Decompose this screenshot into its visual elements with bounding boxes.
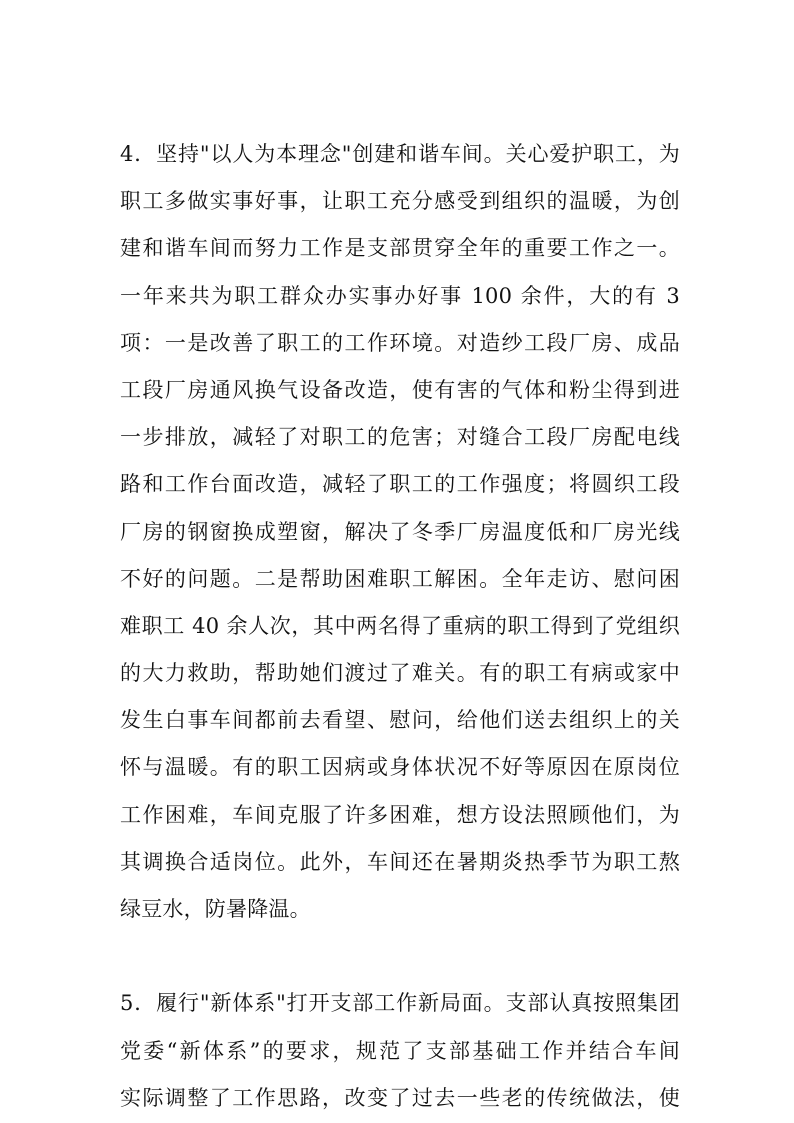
text-line: 5．履行"新体系"打开支部工作新局面。支部认真按照集团 — [120, 991, 680, 1016]
paragraph-spacer — [120, 933, 680, 980]
text-line: 不好的问题。二是帮助困难职工解困。全年走访、慰问困 — [120, 566, 680, 591]
text-line: 厂房的钢窗换成塑窗，解决了冬季厂房温度低和厂房光线 — [120, 519, 680, 544]
text-line: 实际调整了工作思路，改变了过去一些老的传统做法，使 — [120, 1085, 680, 1110]
text-line: 工作困难，车间克服了许多困难，想方设法照顾他们，为 — [120, 802, 680, 827]
text-line: 一步排放，减轻了对职工的危害；对缝合工段厂房配电线 — [120, 425, 680, 450]
text-line: 建和谐车间而努力工作是支部贯穿全年的重要工作之一。 — [120, 236, 680, 261]
text-line: 一年来共为职工群众办实事办好事 100 余件，大的有 3 — [120, 283, 680, 308]
text-line: 难职工 40 余人次，其中两名得了重病的职工得到了党组织 — [120, 613, 680, 638]
text-line: 怀与温暖。有的职工因病或身体状况不好等原因在原岗位 — [120, 755, 680, 780]
text-line: 项：一是改善了职工的工作环境。对造纱工段厂房、成品 — [120, 330, 680, 355]
document-body — [120, 131, 680, 1122]
paragraph-4 — [120, 131, 680, 933]
text-line: 4．坚持"以人为本理念"创建和谐车间。关心爱护职工，为 — [120, 142, 680, 166]
text-line: 其调换合适岗位。此外，车间还在暑期炎热季节为职工熬 — [120, 849, 680, 874]
text-line: 工段厂房通风换气设备改造，使有害的气体和粉尘得到进 — [120, 377, 680, 402]
text-line: 职工多做实事好事，让职工充分感受到组织的温暖，为创 — [120, 189, 680, 214]
text-line-last: 绿豆水，防暑降温。 — [120, 897, 311, 921]
text-line: 发生白事车间都前去看望、慰问，给他们送去组织上的关 — [120, 708, 680, 733]
text-line: 党委“新体系”的要求，规范了支部基础工作并结合车间 — [120, 1038, 680, 1063]
text-line: 的大力救助，帮助她们渡过了难关。有的职工有病或家中 — [120, 661, 680, 686]
paragraph-5 — [120, 980, 680, 1122]
text-line: 路和工作台面改造，减轻了职工的工作强度；将圆织工段 — [120, 472, 680, 497]
